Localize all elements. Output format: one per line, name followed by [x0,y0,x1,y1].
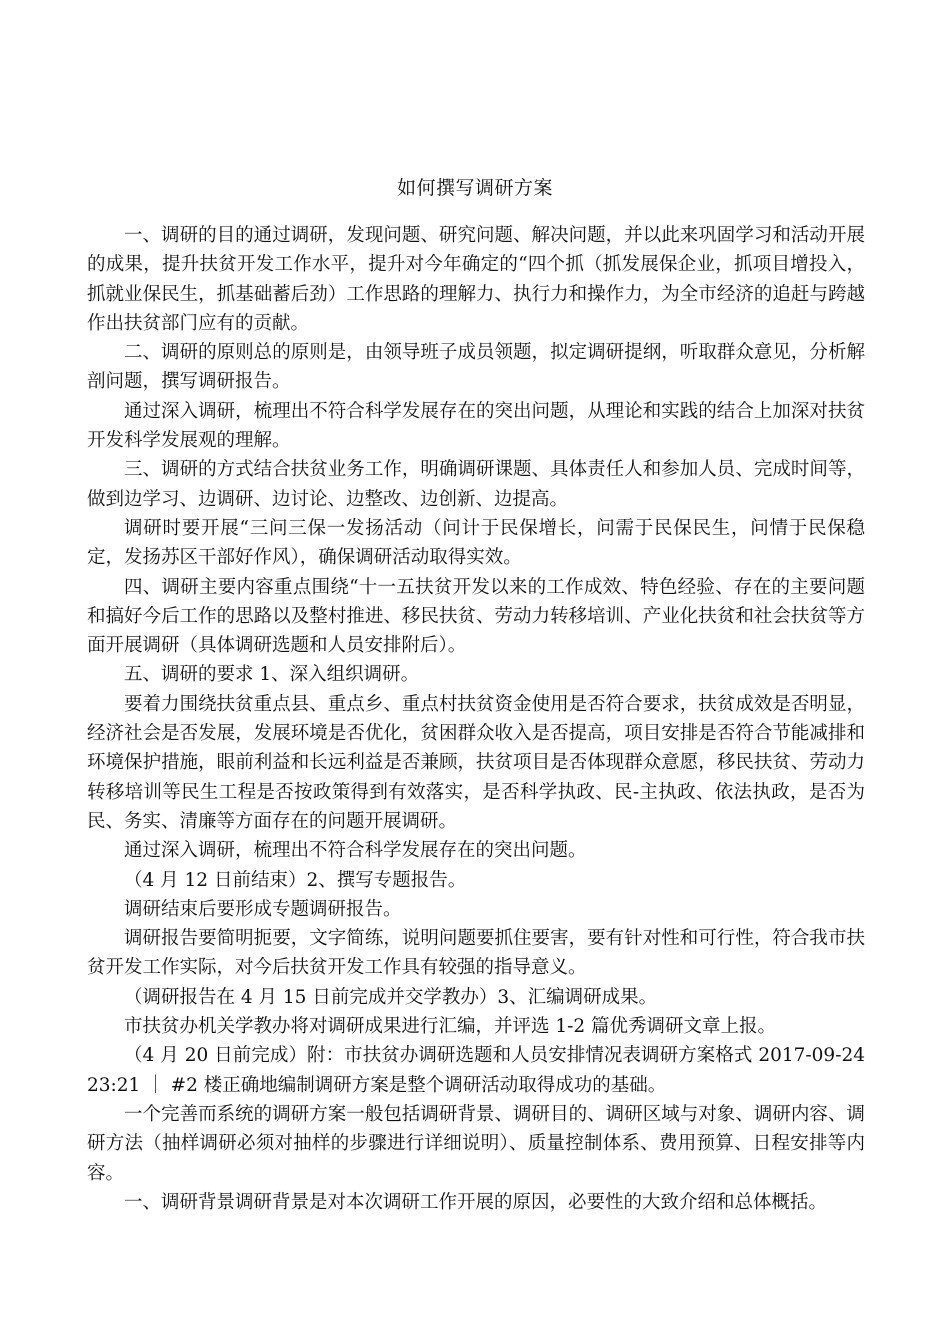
paragraph: 市扶贫办机关学教办将对调研成果进行汇编，并评选 1-2 篇优秀调研文章上报。 [124,1016,777,1038]
paragraph: （4 月 20 日前完成）附：市扶贫办调研选题和人员安排情况表调研方案格式 2017-09-24 23:21 ｜ #2 楼正确地编制调研方案是整个调研活动取得成功的基础。 [87,1045,865,1096]
paragraph: 五、调研的要求 1、深入组织调研。 [124,664,420,686]
paragraph: 一、调研的目的通过调研，发现问题、研究问题、解决问题，并以此来巩固学习和活动开展的成果，提升扶贫开发工作水平，提升对今年确定的“四个抓（抓发展保企业，抓项目增投入，抓就业保民生，抓基础蓄后劲）工作思路的理解力、执行力和操作力，为全市经济的追赶与跨越作出扶贫部门应有的贡献。 [87,225,865,334]
paragraph: 调研报告要简明扼要，文字简练，说明问题要抓住要害，要有针对性和可行性，符合我市扶贫开发工作实际，对今后扶贫开发工作具有较强的指导意义。 [87,928,865,979]
paragraph: 要着力围绕扶贫重点县、重点乡、重点村扶贫资金使用是否符合要求，扶贫成效是否明显，经济社会是否发展，发展环境是否优化，贫困群众收入是否提高，项目安排是否符合节能减排和环境保护措施，眼前利益和长远利益是否兼顾，扶贫项目是否体现群众意愿，移民扶贫、劳动力转移培训等民生工程是否按政策得到有效落实，是否科学执政、民-主执政、依法执政，是否为民、务实、清廉等方面存在的问题开展调研。 [87,693,865,832]
paragraph: 一、调研背景调研背景是对本次调研工作开展的原因，必要性的大致介绍和总体概括。 [124,1191,828,1213]
paragraph: 通过深入调研，梳理出不符合科学发展存在的突出问题。 [124,840,587,862]
paragraph: 一个完善而系统的调研方案一般包括调研背景、调研目的、调研区域与对象、调研内容、调研方法（抽样调研必须对抽样的步骤进行详细说明）、质量控制体系、费用预算、日程安排等内容。 [87,1103,865,1184]
paragraph: （4 月 12 日前结束）2、撰写专题报告。 [124,869,467,891]
document-title: 如何撰写调研方案 [396,177,553,199]
paragraph: 四、调研主要内容重点围绕“十一五扶贫开发以来的工作成效、特色经验、存在的主要问题和搞好今后工作的思路以及整村推进、移民扶贫、劳动力转移培训、产业化扶贫和社会扶贫等方面开展调研（具体调研选题和人员安排附后）。 [87,576,865,657]
paragraph: （调研报告在 4 月 15 日前完成并交学教办）3、汇编调研成果。 [124,986,658,1008]
paragraph: 通过深入调研，梳理出不符合科学发展存在的突出问题，从理论和实践的结合上加深对扶贫开发科学发展观的理解。 [87,400,865,452]
paragraph: 调研结束后要形成专题调研报告。 [124,898,402,920]
paragraph: 调研时要开展“三问三保一发扬活动（问计于民保增长，问需于民保民生，问情于民保稳定，发扬苏区干部好作风），确保调研活动取得实效。 [87,517,865,569]
document-body [87,221,865,1217]
paragraph: 二、调研的原则总的原则是，由领导班子成员领题，拟定调研提纲，听取群众意见，分析解剖问题，撰写调研报告。 [87,342,865,393]
paragraph: 三、调研的方式结合扶贫业务工作，明确调研课题、具体责任人和参加人员、完成时间等，做到边学习、边调研、边讨论、边整改、边创新、边提高。 [87,459,865,510]
